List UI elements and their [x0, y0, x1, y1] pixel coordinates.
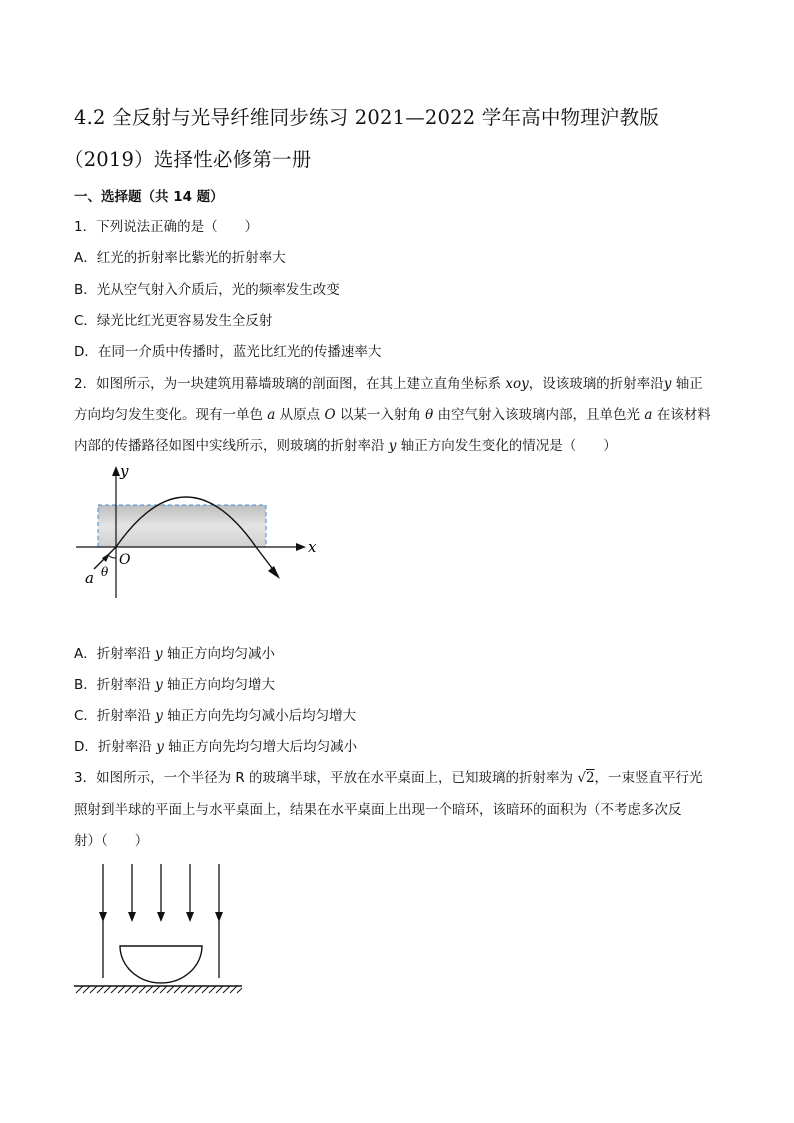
q2-stem-line1: 2．如图所示，为一块建筑用幕墙玻璃的剖面图，在其上建立直角坐标系 xoy，设该玻璃的折射率沿y 轴正	[74, 376, 703, 392]
table-hatching	[76, 986, 242, 993]
var-theta: θ	[425, 407, 434, 423]
section-heading: 一、选择题（共 14 题）	[74, 189, 224, 205]
sqrt-symbol: √2	[577, 770, 595, 786]
q2-option-b: B．折射率沿 y 轴正方向均匀增大	[74, 677, 275, 693]
q3-stem-line3: 射）（ ）	[74, 833, 149, 849]
var-O: O	[324, 407, 336, 423]
q2-figure	[70, 462, 330, 604]
var-a: a	[267, 407, 276, 423]
q2-stem-line3: 内部的传播路径如图中实线所示，则玻璃的折射率沿 y 轴正方向发生变化的情况是（ ）	[74, 438, 617, 454]
doc-title-line2: （2019）选择性必修第一册	[64, 148, 312, 171]
fig-label-O: O	[119, 552, 131, 568]
q2-option-c: C．折射率沿 y 轴正方向先均匀减小后均匀增大	[74, 708, 357, 724]
x-axis-arrow	[296, 543, 306, 551]
theta-arc	[108, 555, 116, 558]
glass-hemisphere	[120, 946, 202, 983]
fig-label-y: y	[120, 462, 129, 480]
q1-option-d: D．在同一介质中传播时，蓝光比红光的传播速率大	[74, 344, 382, 360]
q2-option-a: A．折射率沿 y 轴正方向均匀减小	[74, 646, 275, 662]
q1-option-a: A．红光的折射率比紫光的折射率大	[74, 250, 286, 266]
glass-slab	[98, 505, 266, 547]
fig-label-x: x	[308, 538, 317, 556]
doc-title-line1: 4.2 全反射与光导纤维同步练习 2021—2022 学年高中物理沪教版	[74, 106, 660, 129]
y-axis-arrow	[112, 466, 120, 476]
ray-arrowheads	[99, 912, 223, 922]
q1-stem: 1．下列说法正确的是（ ）	[74, 219, 259, 235]
q3-stem-line1: 3．如图所示，一个半径为 R 的玻璃半球，平放在水平桌面上，已知玻璃的折射率为 √2，一束竖直平行光	[74, 770, 703, 786]
q1-option-c: C．绿光比红光更容易发生全反射	[74, 313, 273, 329]
var-y: y	[663, 376, 672, 392]
q2-option-d: D．折射率沿 y 轴正方向先均匀增大后均匀减小	[74, 739, 358, 755]
q1-option-b: B．光从空气射入介质后，光的频率发生改变	[74, 282, 340, 298]
q3-stem-line2: 照射到半球的平面上与水平桌面上，结果在水平桌面上出现一个暗环，该暗环的面积为（不考虑多次反	[74, 802, 682, 818]
fig-label-theta: θ	[101, 565, 109, 579]
q3-figure	[70, 858, 250, 998]
q2-stem-line2: 方向均匀发生变化。现有一单色 a 从原点 O 以某一入射角 θ 由空气射入该玻璃内部，且单色光 a 在该材料	[74, 407, 711, 423]
fig-label-a: a	[85, 569, 94, 587]
light-path-arrowhead	[268, 566, 280, 579]
var-xoy: xoy	[505, 376, 529, 392]
